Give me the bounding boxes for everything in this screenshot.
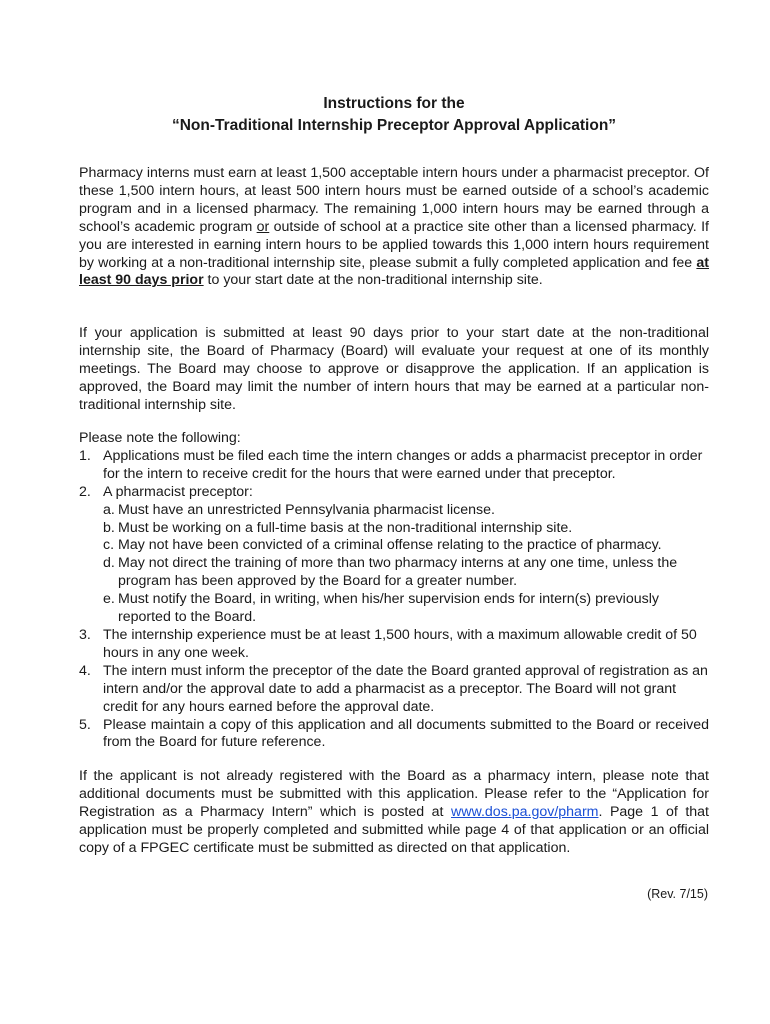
sub-list-letter: a. — [103, 501, 115, 518]
sub-list-item — [79, 555, 709, 591]
list-text: A pharmacist preceptor: — [103, 483, 253, 500]
list-item — [79, 663, 709, 717]
intro-paragraph — [79, 165, 709, 290]
sub-list-text: May not direct the training of more than two pharmacy interns at any one time, unless the program has been approved by the Board for a greater number. — [118, 555, 678, 590]
sub-list-text: Must be working on a full-time basis at the non-traditional internship site. — [118, 519, 573, 536]
registration-text-b: . Page 1 of that application must be properly completed and submitted while page 4 of that application or an official copy of a FPGEC certificate must be submitted as directed on that application. — [79, 803, 709, 856]
sub-list-item — [79, 520, 709, 538]
sub-list-letter: e. — [103, 591, 115, 608]
sub-list-letter: b. — [103, 519, 115, 536]
sub-list-text: Must notify the Board, in writing, when his/her supervision ends for intern(s) previously reported to the Board. — [118, 591, 659, 626]
notes-section — [79, 430, 709, 752]
list-text: The intern must inform the preceptor of the date the Board granted approval of registration as an intern and/or the approval date to add a pharmacist as a preceptor. The Board will not grant credit for any hours earned before the approval date. — [103, 662, 708, 715]
evaluation-paragraph: If your application is submitted at least 90 days prior to your start date at the non-traditional internship site, the Board of Pharmacy (Board) will evaluate your request at one of its monthly meetings. The Board may choose to approve or disapprove the application. If an application is approved, the Board may limit the number of intern hours that may be earned at a particular non-traditional internship site. — [79, 325, 709, 413]
list-number: 3. — [79, 626, 91, 643]
sub-list-item — [79, 502, 709, 520]
list-text: The internship experience must be at least 1,500 hours, with a maximum allowable credit of 50 hours in any one week. — [103, 626, 697, 661]
list-number: 5. — [79, 716, 91, 733]
or-emphasis: or — [256, 218, 270, 235]
deadline-emphasis: at least 90 days prior — [79, 254, 709, 289]
title-line-1: Instructions for the — [323, 95, 465, 112]
sub-list-text: Must have an unrestricted Pennsylvania pharmacist license. — [118, 501, 495, 518]
list-text: Please maintain a copy of this application and all documents submitted to the Board or received from the Board for future reference. — [103, 716, 709, 751]
registration-paragraph — [79, 768, 709, 858]
registration-text-a: If the applicant is not already registered with the Board as a pharmacy intern, please note that additional documents must be submitted with this application. Please refer to the “Application for Registration as a Pharmacy Intern” which is posted at — [79, 768, 709, 820]
list-number: 1. — [79, 447, 91, 464]
list-text: Applications must be filed each time the intern changes or adds a pharmacist preceptor in order for the intern to receive credit for the hours that were earned under that preceptor. — [103, 447, 703, 482]
pharmacy-board-link[interactable]: www.dos.pa.gov/pharm — [451, 803, 599, 820]
intro-text-b: outside of school at a practice site other than a licensed pharmacy. If you are interested in earning intern hours to be applied towards this 1,000 intern hours requirement by working at a non-traditional internship site, please submit a fully completed application and fee — [79, 218, 709, 271]
list-number: 2. — [79, 483, 91, 500]
list-item — [79, 484, 709, 502]
sub-list-letter: d. — [103, 555, 115, 572]
list-item — [79, 717, 709, 753]
list-item — [79, 627, 709, 663]
list-number: 4. — [79, 662, 91, 679]
intro-text-c: to your start date at the non-traditional internship site. — [203, 272, 543, 289]
intro-text-a: Pharmacy interns must earn at least 1,500 acceptable intern hours under a pharmacist preceptor. Of these 1,500 intern hours, at least 500 intern hours must be earned outside of a school’s academic program and in a licensed pharmacy. The remaining 1,000 intern hours may be earned through a school’s academic program — [79, 165, 709, 235]
notes-intro: Please note the following: — [79, 430, 241, 446]
sub-list-letter: c. — [103, 537, 115, 554]
list-item — [79, 448, 709, 484]
sub-list-item — [79, 591, 709, 627]
sub-list-item — [79, 537, 709, 555]
sub-list-text: May not have been convicted of a criminal offense relating to the practice of pharmacy. — [118, 537, 662, 554]
revision-label: (Rev. 7/15) — [647, 887, 708, 901]
title-line-2: “Non-Traditional Internship Preceptor Approval Application” — [171, 117, 617, 134]
